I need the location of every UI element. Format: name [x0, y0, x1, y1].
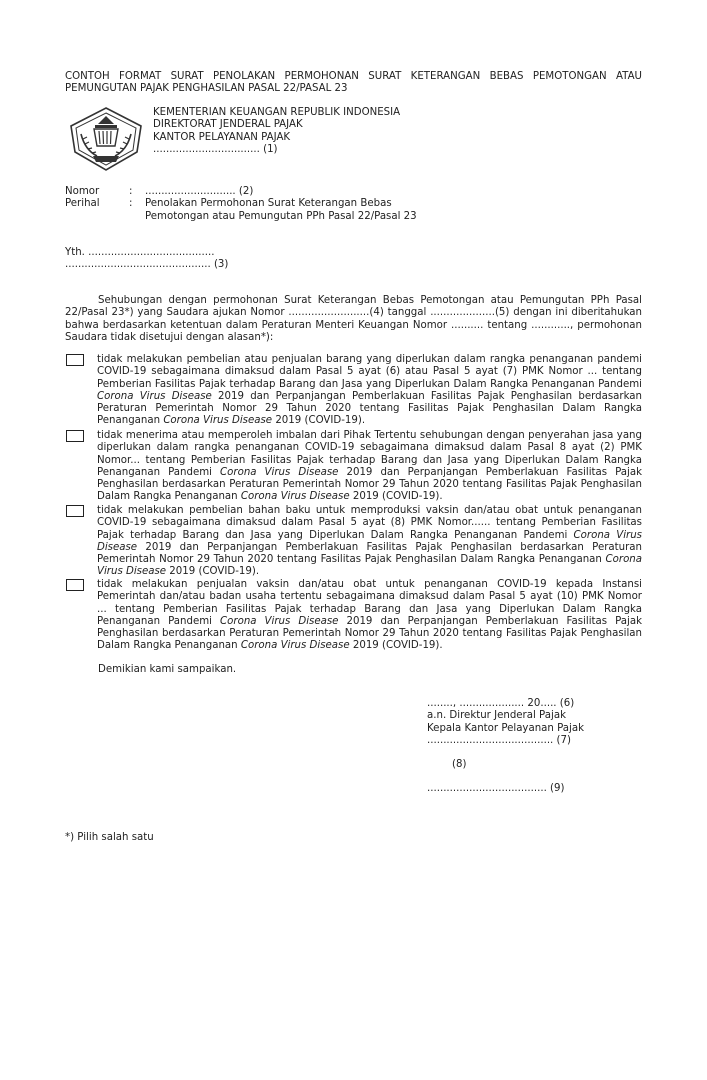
office-header — [153, 107, 400, 156]
reason-checkbox-1[interactable] — [66, 354, 84, 366]
perihal-label: Perihal — [65, 198, 100, 210]
reason-option-4 — [65, 579, 642, 653]
nomor-label: Nomor — [65, 186, 100, 197]
recipient-line-1: Yth. ....................................... — [65, 247, 215, 258]
document-title — [65, 71, 642, 96]
place-date: ........, .................... 20..... (6) — [427, 698, 575, 709]
reason-text-2: tidak menerima atau memperoleh imbalan dari Pihak Tertentu sehubungan dengan penyerahan jasa yang diperlukan dalam rangka penanganan COVID-19 sebagaimana dimaksud dalam Pasal 8 ayat (2) PMK Nomor... tentang Pemberian Fasilitas Pajak terhadap Barang dan Jasa yang Diperlukan Dalam Rangka Penanganan Pandemi Corona Virus Disease 2019 dan Perpanjangan Pemberlakuan Fasilitas Pajak Penghasilan berdasarkan Peraturan Pemerintah Nomor 29 Tahun 2020 tentang Fasilitas Pajak Penghasilan Dalam Rangka Penanganan Corona Virus Disease 2019 (COVID-19). — [97, 430, 643, 503]
title-line-2: PEMUNGUTAN PAJAK PENGHASILAN PASAL 22/PASAL 23 — [65, 83, 348, 95]
nomor-value: ............................ (2) — [145, 186, 254, 197]
signature-block — [427, 698, 584, 796]
closing-text: Demikian kami sampaikan. — [98, 664, 237, 675]
reason-checkbox-4[interactable] — [66, 579, 84, 591]
reason-text-4: tidak melakukan penjualan vaksin dan/atau obat untuk penanganan COVID-19 kepada Instansi Pemerintah dan/atau badan usaha tertentu sebagaimana dimaksud dalam Pasal 5 ayat (10) PMK Nomor ... tentang Pemberian Fasilitas Pajak terhadap Barang dan Jasa yang Diperlukan Dalam Rangka Penanganan Pandemi Corona Virus Disease 2019 dan Perpanjangan Pemberlakuan Fasilitas Pajak Penghasilan berdasarkan Peraturan Pemerintah Nomor 29 Tahun 2020 tentang Fasilitas Pajak Penghasilan Dalam Rangka Penanganan Corona Virus Disease 2019 (COVID-19). — [97, 579, 643, 652]
signature-placeholder-8: (8) — [452, 759, 467, 771]
intro-text: Sehubungan dengan permohonan Surat Keterangan Bebas Pemotongan atau Pemungutan PPh Pasal 22/Pasal 23*) yang Saudara ajukan Nomor .........................(4) tanggal ....................(5) dengan ini diberitahukan bahwa berdasarkan ketentuan dalam Peraturan Menteri Keuangan Nomor .......... tentang ............, permohonan Saudara tidak disetujui dengan alasan*): — [65, 295, 642, 343]
kemenkeu-logo-icon — [67, 106, 145, 172]
signatory-office: Kepala Kantor Pelayanan Pajak — [427, 722, 585, 734]
reason-text-3: tidak melakukan pembelian bahan baku untuk memproduksi vaksin dan/atau obat untuk penanganan COVID-19 sebagaimana dimaksud dalam Pasal 5 ayat (8) PMK Nomor...... tentang Pemberian Fasilitas Pajak terhadap Barang dan Jasa yang Diperlukan Dalam Rangka Penanganan Pandemi Corona Virus Disease 2019 dan Perpanjangan Pemberlakuan Fasilitas Pajak Penghasilan berdasarkan Peraturan Pemerintah Nomor 29 Tahun 2020 tentang Fasilitas Pajak Penghasilan Dalam Rangka Penanganan Corona Virus Disease 2019 (COVID-19). — [97, 505, 642, 578]
recipient-block — [65, 247, 228, 272]
reason-option-2 — [65, 430, 642, 504]
perihal-colon: : — [129, 198, 133, 210]
header-directorate: DIREKTORAT JENDERAL PAJAK — [153, 119, 303, 131]
intro-paragraph — [65, 295, 642, 344]
perihal-line-1: Penolakan Permohonan Surat Keterangan Bebas — [145, 198, 392, 210]
reason-checkbox-3[interactable] — [66, 505, 84, 517]
signatory-name-9: ..................................... (9) — [427, 783, 565, 795]
recipient-line-2: ............................................. (3) — [65, 259, 229, 271]
signatory-name-7: ....................................... (7) — [427, 734, 571, 746]
signatory-an: a.n. Direktur Jenderal Pajak — [427, 710, 566, 722]
footnote: *) Pilih salah satu — [65, 832, 154, 843]
reason-option-1 — [65, 354, 642, 428]
nomor-colon: : — [129, 186, 133, 197]
header-office-name: ................................. (1) — [153, 143, 278, 155]
header-ministry: KEMENTERIAN KEUANGAN REPUBLIK INDONESIA — [153, 107, 401, 118]
letter-meta — [65, 186, 417, 223]
reason-checkbox-2[interactable] — [66, 430, 84, 442]
title-line-1: CONTOH FORMAT SURAT PENOLAKAN PERMOHONAN SURAT KETERANGAN BEBAS PEMOTONGAN ATAU — [65, 71, 642, 82]
reason-option-3 — [65, 505, 642, 579]
reason-text-1: tidak melakukan pembelian atau penjualan barang yang diperlukan dalam rangka penanganan pandemi COVID-19 sebagaimana dimaksud dalam Pasal 5 ayat (6) atau Pasal 5 ayat (7) PMK Nomor ... tentang Pemberian Fasilitas Pajak terhadap Barang dan Jasa yang Diperlukan Dalam Rangka Penanganan Pandemi Corona Virus Disease 2019 dan Perpanjangan Pemberlakuan Fasilitas Pajak Penghasilan berdasarkan Peraturan Pemerintah Nomor 29 Tahun 2020 tentang Fasilitas Pajak Penghasilan Dalam Rangka Penanganan Corona Virus Disease 2019 (COVID-19). — [97, 354, 642, 427]
header-office: KANTOR PELAYANAN PAJAK — [153, 131, 291, 143]
perihal-line-2: Pemotongan atau Pemungutan PPh Pasal 22/Pasal 23 — [145, 210, 417, 222]
